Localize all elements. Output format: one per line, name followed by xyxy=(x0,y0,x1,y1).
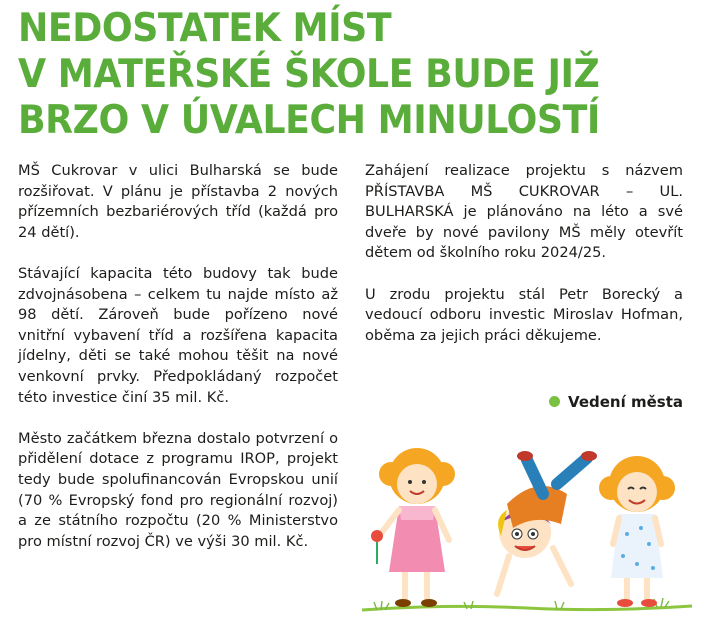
headline-line-3: BRZO V ÚVALECH MINULOSTÍ xyxy=(18,98,600,143)
signature-text: Vedení města xyxy=(568,393,683,411)
boy-middle-figure xyxy=(497,451,597,594)
headline-line-1: NEDOSTATEK MÍST xyxy=(18,6,392,51)
left-column xyxy=(18,161,338,573)
article-headline xyxy=(18,6,650,144)
paragraph: Stávající kapacita této budovy tak bude zdvojnásobena – celkem tu najde místo až 98 dětí. Zároveň bude pořízeno nové vnitřní vybavení tříd a rozšířena kapacita jídelny, děti se také mohou těšit na nové venkovní prvky. Předpokládaný rozpočet této investice činí 35 mil. Kč. xyxy=(18,264,338,406)
headline-line-2: V MATEŘSKÉ ŠKOLE BUDE JIŽ xyxy=(18,52,600,97)
paragraph: U zrodu projektu stál Petr Borecký a vedoucí odboru investic Miroslav Hofman, oběma za jejich práci děkujeme. xyxy=(365,285,683,344)
author-signature xyxy=(365,393,683,411)
bullet-dot-icon xyxy=(549,396,560,407)
girl-right-figure xyxy=(599,456,675,607)
paragraph: MŠ Cukrovar v ulici Bulharská se bude rozšiřovat. V plánu je přístavba 2 nových přízemních bezbariérových tříd (každá pro 24 dětí). xyxy=(18,162,338,241)
right-column xyxy=(365,161,683,367)
girl-left-figure xyxy=(371,448,455,607)
paragraph: Město začátkem března dostalo potvrzení o přidělení dotace z programu IROP, projekt tedy bude spolufinancován Evropskou unií (70 % Evropský fond pro regionální rozvoj) a ze státního rozpočtu (20 % Ministerstvo pro místní rozvoj ČR) ve výši 30 mil. Kč. xyxy=(18,429,338,550)
paragraph: Zahájení realizace projektu s názvem PŘÍSTAVBA MŠ CUKROVAR – UL. BULHARSKÁ je plánováno na léto a své dveře by nové pavilony MŠ měly otevřít dětem od školního roku 2024/25. xyxy=(365,162,683,262)
children-playing-illustration xyxy=(357,444,697,624)
